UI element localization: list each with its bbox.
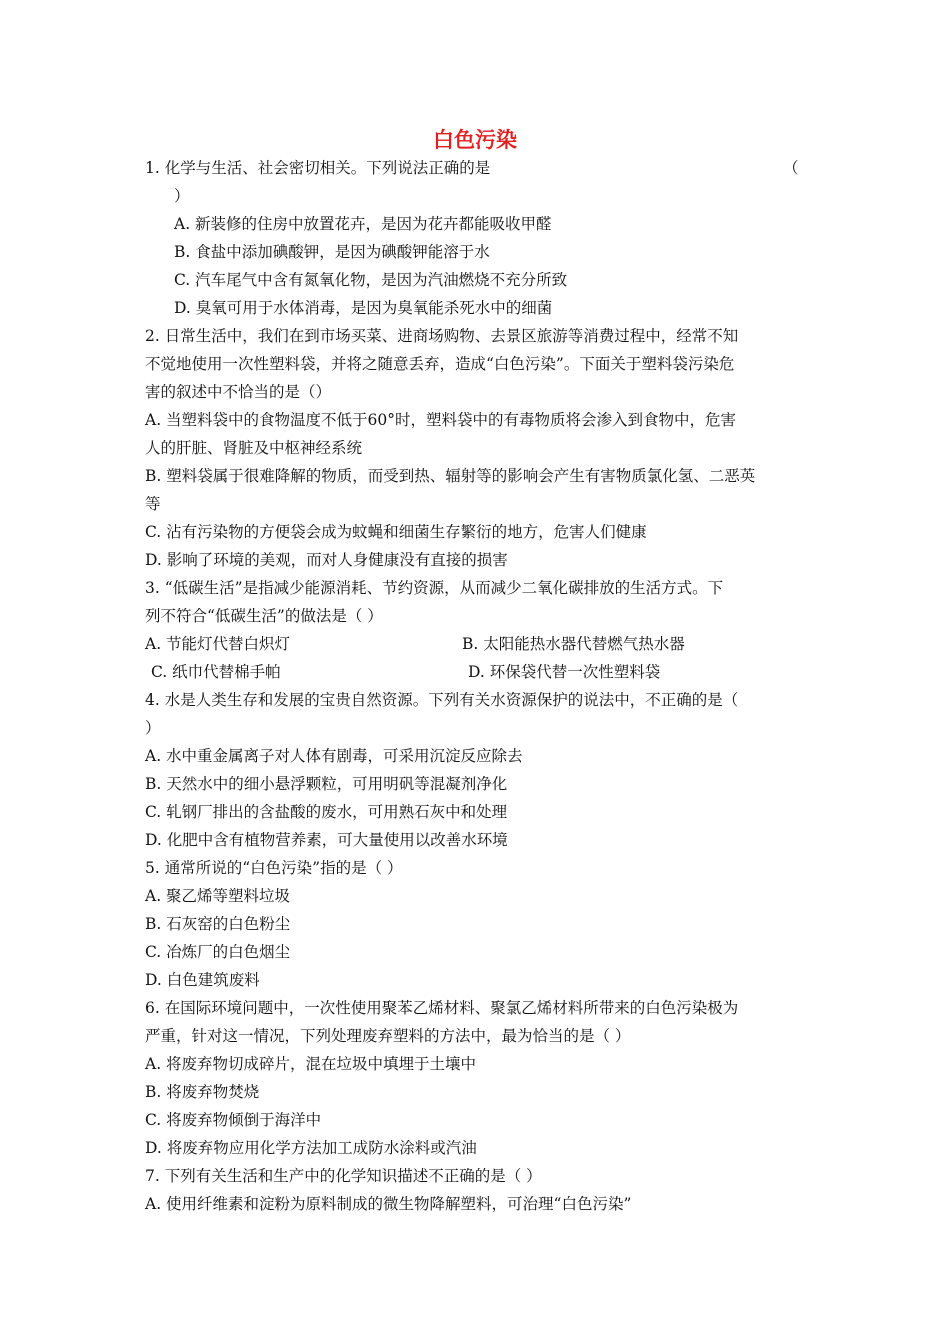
text-line: 7. 下列有关生活和生产中的化学知识描述不正确的是（ ） — [145, 1167, 542, 1185]
text-line: A. 当塑料袋中的食物温度不低于60°时，塑料袋中的有毒物质将会渗入到食物中，危害 — [145, 411, 737, 429]
text-line: 1. 化学与生活、社会密切相关。下列说法正确的是 — [145, 159, 491, 177]
text-line: C. 汽车尾气中含有氮氧化物，是因为汽油燃烧不充分所致 — [174, 271, 568, 289]
text-line: D. 化肥中含有植物营养素，可大量使用以改善水环境 — [145, 831, 508, 849]
text-line: C. 轧钢厂排出的含盐酸的废水，可用熟石灰中和处理 — [145, 803, 508, 821]
text-line: 6. 在国际环境问题中，一次性使用聚苯乙烯材料、聚氯乙烯材料所带来的白色污染极为 — [145, 999, 739, 1017]
text-line: ） — [145, 719, 161, 737]
text-line: B. 石灰窑的白色粉尘 — [145, 915, 291, 933]
text-line: A. 聚乙烯等塑料垃圾 — [145, 887, 291, 905]
text-line: 等 — [145, 495, 161, 513]
text-line: A. 新装修的住房中放置花卉，是因为花卉都能吸收甲醛 — [174, 215, 552, 233]
text-line: 严重，针对这一情况，下列处理废弃塑料的方法中，最为恰当的是（ ） — [145, 1027, 631, 1045]
text-line: ） — [174, 187, 190, 205]
text-line: D. 影响了环境的美观，而对人身健康没有直接的损害 — [145, 551, 508, 569]
text-line: 5. 通常所说的“白色污染”指的是（ ） — [145, 859, 403, 877]
text-line: C. 冶炼厂的白色烟尘 — [145, 943, 291, 961]
page-title: 白色污染 — [433, 128, 517, 152]
text-line: C. 沾有污染物的方便袋会成为蚊蝇和细菌生存繁衍的地方，危害人们健康 — [145, 523, 647, 541]
text-line: （ — [783, 159, 799, 177]
text-line: C. 将废弃物倾倒于海洋中 — [145, 1111, 322, 1129]
text-line: B. 将废弃物焚烧 — [145, 1083, 260, 1101]
text-line: A. 使用纤维素和淀粉为原料制成的微生物降解塑料，可治理“白色污染” — [145, 1195, 632, 1213]
text-line: B. 太阳能热水器代替燃气热水器 — [462, 635, 685, 653]
text-line: A. 节能灯代替白炽灯 — [145, 635, 291, 653]
text-line: 不觉地使用一次性塑料袋，并将之随意丢弃，造成“白色污染”。下面关于塑料袋污染危 — [145, 355, 735, 373]
text-line: 3. “低碳生活”是指减少能源消耗、节约资源，从而减少二氧化碳排放的生活方式。下 — [145, 579, 724, 597]
text-line: D. 将废弃物应用化学方法加工成防水涂料或汽油 — [145, 1139, 477, 1157]
text-line: D. 臭氧可用于水体消毒，是因为臭氧能杀死水中的细菌 — [174, 299, 553, 317]
text-line: B. 天然水中的细小悬浮颗粒，可用明矾等混凝剂净化 — [145, 775, 508, 793]
text-line: A. 将废弃物切成碎片，混在垃圾中填埋于土壤中 — [145, 1055, 477, 1073]
text-line: 2. 日常生活中，我们在到市场买菜、进商场购物、去景区旅游等消费过程中，经常不知 — [145, 327, 739, 345]
text-line: B. 食盐中添加碘酸钾，是因为碘酸钾能溶于水 — [174, 243, 490, 261]
text-line: B. 塑料袋属于很难降解的物质，而受到热、辐射等的影响会产生有害物质氯化氢、二恶英 — [145, 467, 756, 485]
text-line: C. 纸巾代替棉手帕 — [151, 663, 281, 681]
text-line: 4. 水是人类生存和发展的宝贵自然资源。下列有关水资源保护的说法中，不正确的是（ — [145, 691, 739, 709]
text-line: 列不符合“低碳生活”的做法是（ ） — [145, 607, 383, 625]
text-line: 害的叙述中不恰当的是（） — [145, 383, 332, 401]
text-line: D. 白色建筑废料 — [145, 971, 260, 989]
text-line: A. 水中重金属离子对人体有剧毒，可采用沉淀反应除去 — [145, 747, 523, 765]
text-line: D. 环保袋代替一次性塑料袋 — [468, 663, 661, 681]
text-line: 人的肝脏、肾脏及中枢神经系统 — [145, 439, 363, 457]
